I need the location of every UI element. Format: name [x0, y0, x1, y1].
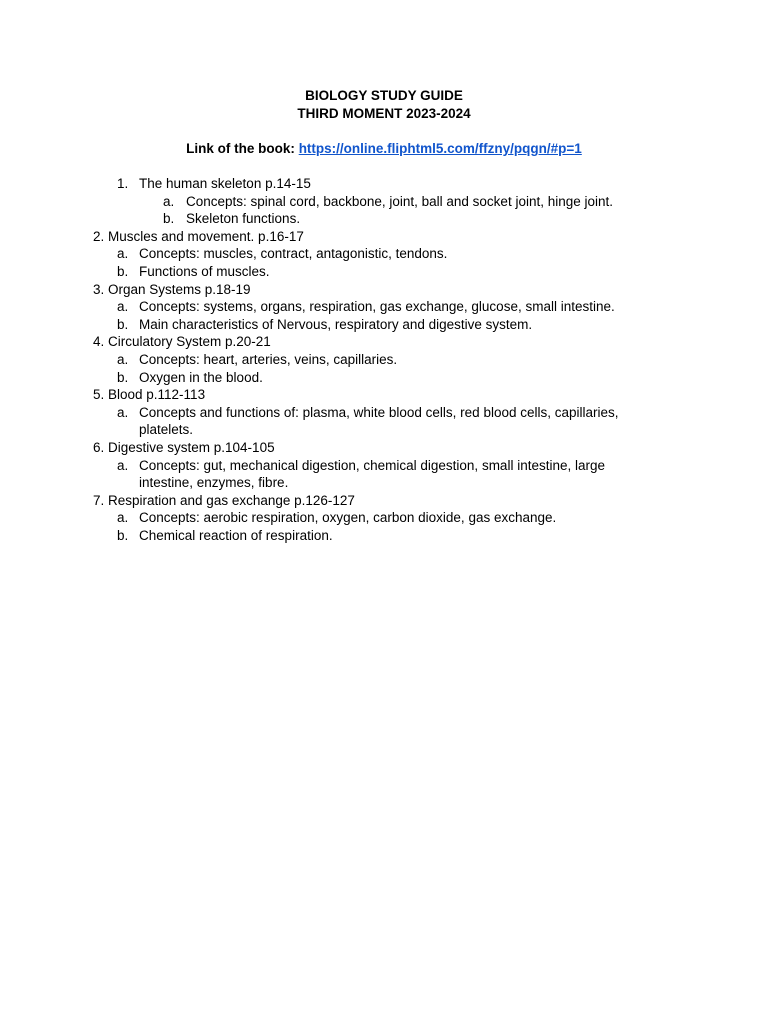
- item-text: Oxygen in the blood.: [139, 369, 263, 385]
- section-title: Respiration and gas exchange p.126-127: [108, 492, 355, 508]
- item-text: Functions of muscles.: [139, 264, 270, 279]
- section-title: Circulatory System p.20-21: [108, 334, 271, 350]
- item-marker: a.: [117, 457, 129, 473]
- section-marker: 2.: [93, 228, 105, 244]
- item-text: Concepts: spinal cord, backbone, joint, ball and socket joint, hinge joint.: [186, 193, 614, 209]
- section-marker: 5.: [93, 387, 105, 403]
- item-text: Chemical reaction of respiration.: [139, 528, 333, 543]
- book-link-line: [0, 140, 768, 158]
- item-text: Concepts and functions of: plasma, white blood cells, red blood cells, capillaries,: [139, 404, 619, 420]
- section-title: Muscles and movement. p.16-17: [108, 228, 304, 244]
- item-marker: b.: [117, 528, 129, 543]
- item-marker: b.: [117, 316, 129, 332]
- item-marker: b.: [117, 264, 129, 279]
- item-text: Concepts: aerobic respiration, oxygen, carbon dioxide, gas exchange.: [139, 510, 557, 526]
- document-title: BIOLOGY STUDY GUIDE: [305, 88, 463, 103]
- section-marker: 6.: [93, 440, 105, 455]
- item-text: Concepts: muscles, contract, antagonistic, tendons.: [139, 246, 448, 262]
- item-marker: a.: [117, 352, 129, 367]
- item-text: Concepts: systems, organs, respiration, gas exchange, glucose, small intestine.: [139, 299, 615, 315]
- section-marker: 3.: [93, 281, 105, 297]
- item-marker: a.: [117, 246, 129, 262]
- item-marker: a.: [163, 193, 175, 209]
- item-text: Concepts: gut, mechanical digestion, chemical digestion, small intestine, large: [139, 457, 605, 473]
- item-text: platelets.: [139, 422, 194, 438]
- item-marker: b.: [117, 369, 129, 385]
- item-text: Skeleton functions.: [186, 211, 301, 227]
- item-text: Concepts: heart, arteries, veins, capillaries.: [139, 352, 398, 367]
- section-marker: 1.: [117, 176, 129, 191]
- section-title: Organ Systems p.18-19: [108, 281, 251, 297]
- book-link[interactable]: https://online.fliphtml5.com/ffzny/pqgn/#p=1: [298, 141, 582, 156]
- item-marker: b.: [163, 211, 175, 227]
- item-marker: a.: [117, 404, 129, 420]
- book-link-label: Link of the book:: [186, 141, 295, 156]
- item-marker: a.: [117, 510, 129, 526]
- item-text: Main characteristics of Nervous, respiratory and digestive system.: [139, 316, 533, 332]
- section-marker: 4.: [93, 334, 105, 350]
- section-title: Digestive system p.104-105: [108, 440, 275, 455]
- item-text: intestine, enzymes, fibre.: [139, 475, 289, 491]
- document-subtitle: THIRD MOMENT 2023-2024: [297, 106, 471, 121]
- section-marker: 7.: [93, 492, 105, 508]
- section-title: Blood p.112-113: [108, 387, 206, 403]
- section-title: The human skeleton p.14-15: [139, 176, 311, 191]
- item-marker: a.: [117, 299, 129, 315]
